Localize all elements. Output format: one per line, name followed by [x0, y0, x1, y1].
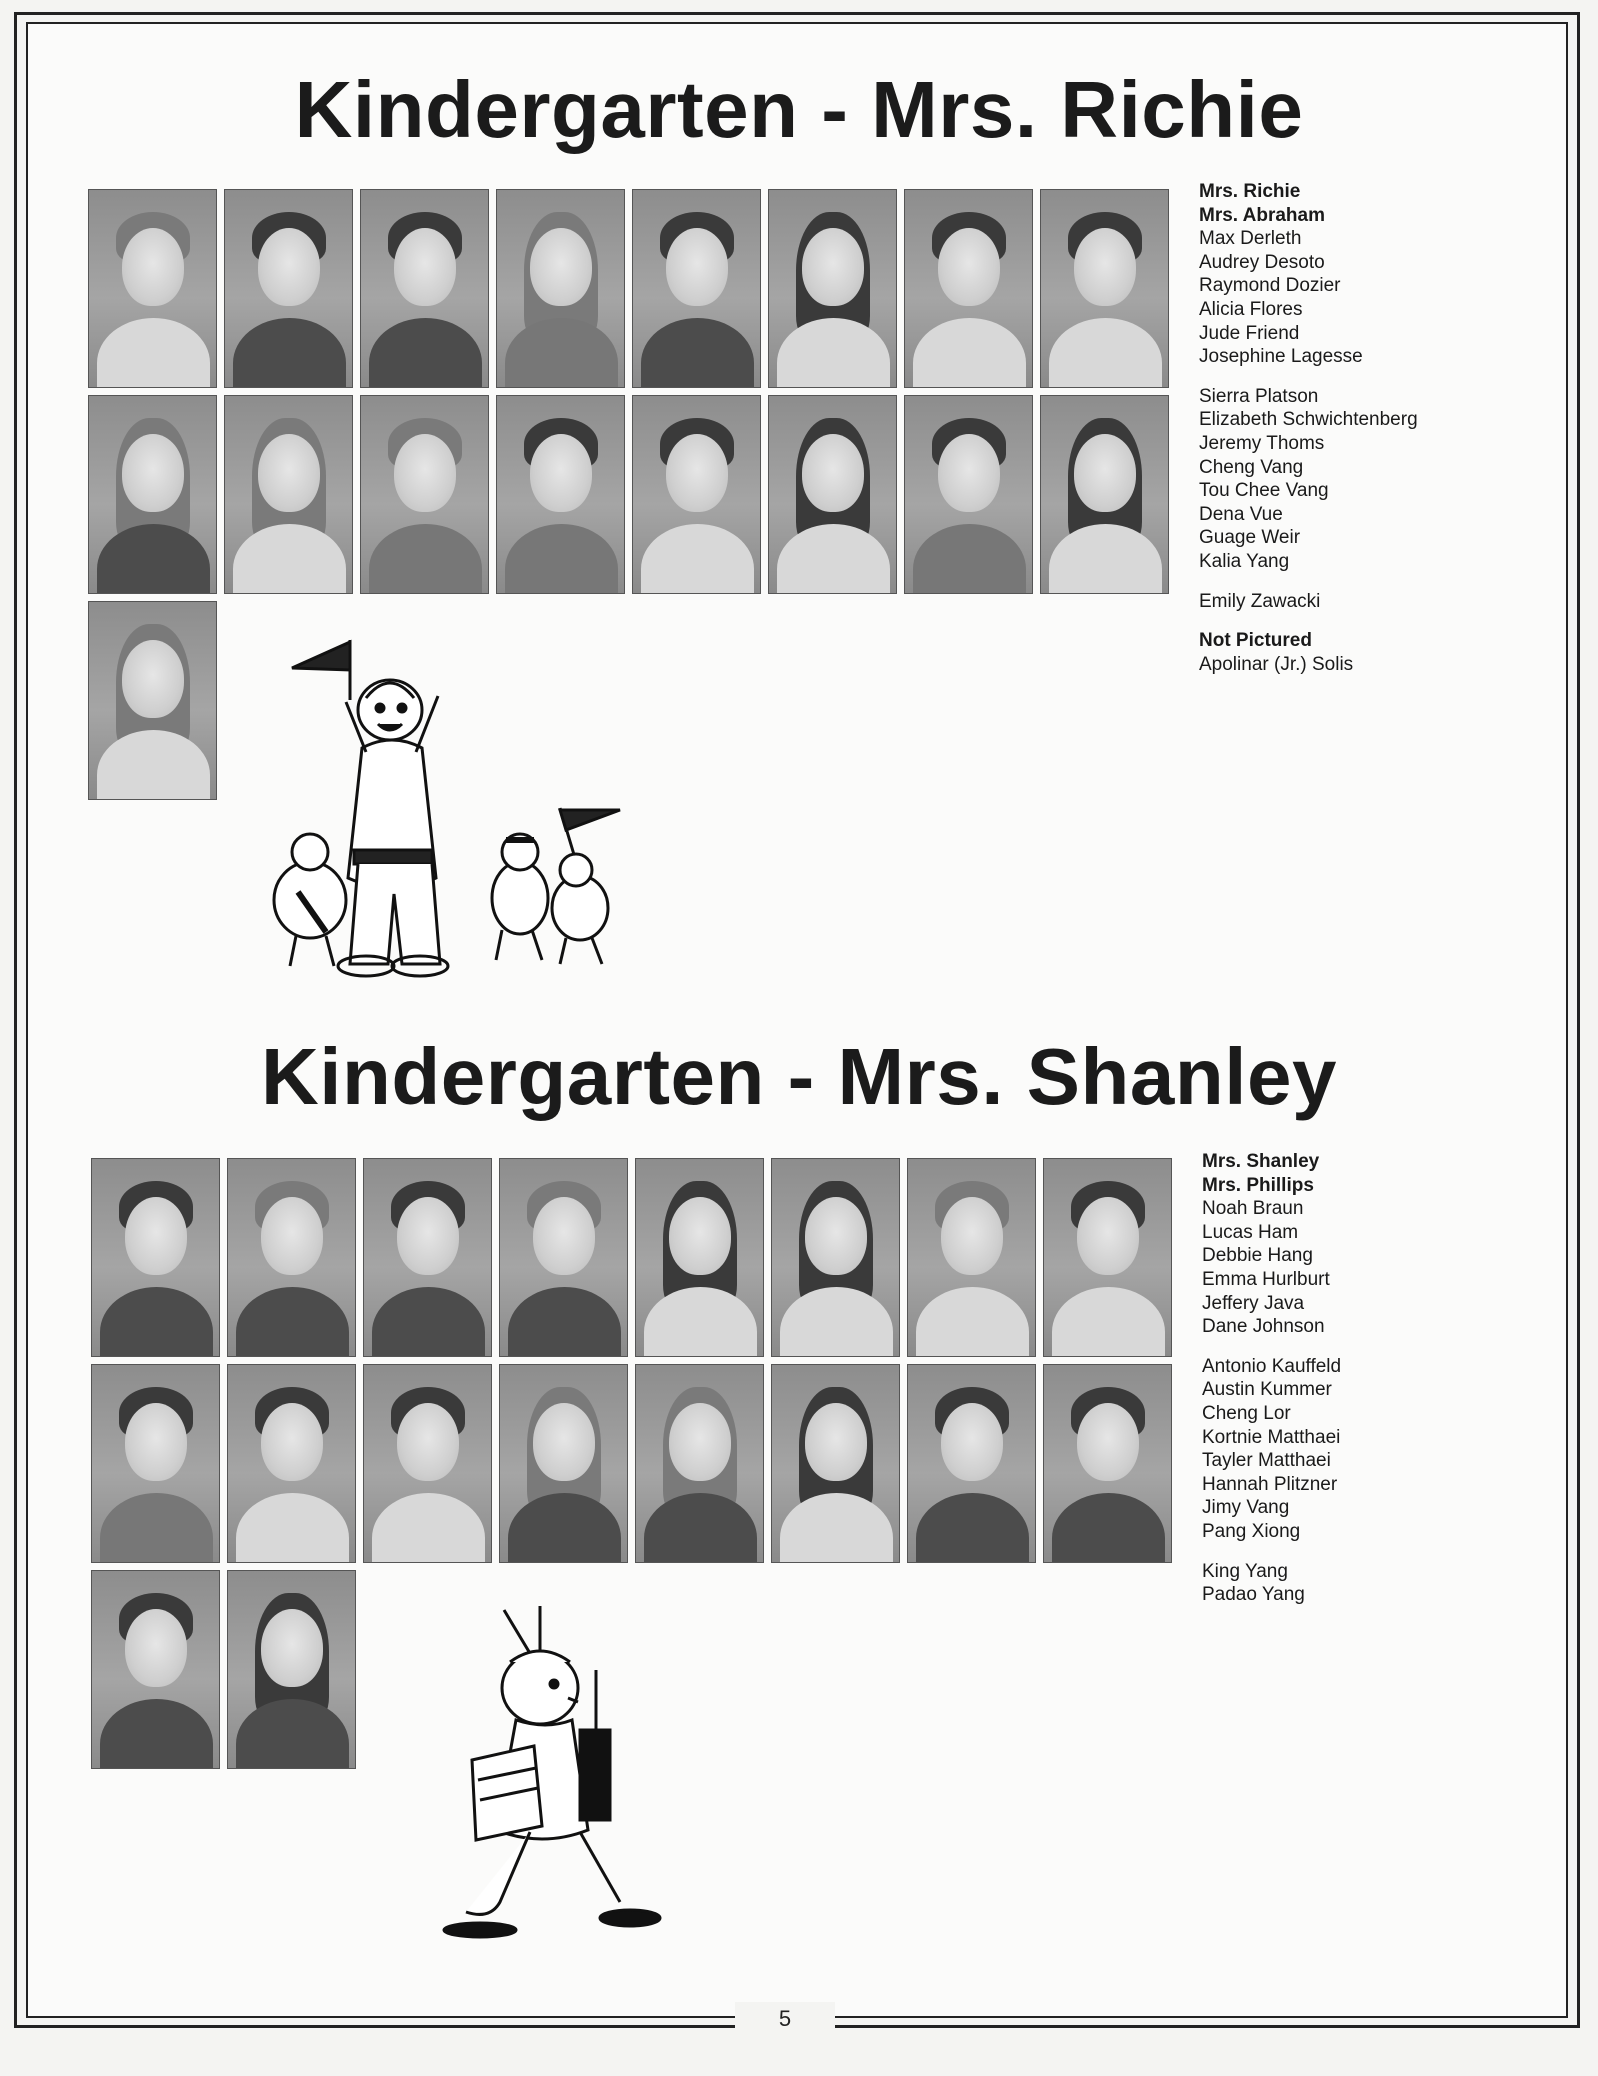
portrait — [496, 395, 625, 594]
portrait — [91, 1570, 220, 1769]
student-name: Tou Chee Vang — [1199, 480, 1329, 502]
portrait — [768, 395, 897, 594]
student-name: Tayler Matthaei — [1202, 1450, 1331, 1472]
student-name: Apolinar (Jr.) Solis — [1199, 653, 1354, 675]
student-name: Max Derleth — [1199, 228, 1302, 250]
page-number-box — [735, 2002, 835, 2036]
student-name: Cheng Lor — [1202, 1402, 1291, 1424]
teacher-name: Mrs. Shanley — [1202, 1151, 1320, 1172]
teacher-name: Mrs. Richie — [1199, 181, 1301, 202]
portrait — [88, 189, 217, 388]
portrait — [91, 1364, 220, 1563]
portrait — [499, 1364, 628, 1563]
portrait — [227, 1364, 356, 1563]
student-name: Pang Xiong — [1202, 1520, 1301, 1542]
student-name: Cheng Vang — [1199, 456, 1304, 478]
portrait — [227, 1570, 356, 1769]
student-name: Jimy Vang — [1202, 1497, 1290, 1519]
student-name: Hannah Plitzner — [1202, 1473, 1338, 1495]
portrait — [1040, 189, 1169, 388]
portrait — [907, 1364, 1036, 1563]
portrait — [363, 1158, 492, 1357]
portrait — [88, 395, 217, 594]
portrait — [635, 1158, 764, 1357]
portrait — [632, 395, 761, 594]
bear-and-turtles-cheering-icon — [270, 630, 670, 1005]
portrait — [91, 1158, 220, 1357]
student-name: Kortnie Matthaei — [1202, 1426, 1341, 1448]
student-name: Lucas Ham — [1202, 1221, 1299, 1243]
student-name: Antonio Kauffeld — [1202, 1355, 1342, 1377]
teacher-name: Mrs. Abraham — [1199, 204, 1325, 226]
portrait — [363, 1364, 492, 1563]
portrait — [360, 395, 489, 594]
student-name: Sierra Platson — [1199, 385, 1319, 407]
portrait — [771, 1158, 900, 1357]
portrait — [1040, 395, 1169, 594]
student-name: Noah Braun — [1202, 1198, 1304, 1220]
student-name: Dane Johnson — [1202, 1316, 1325, 1338]
portrait — [360, 189, 489, 388]
student-name: Jude Friend — [1199, 322, 1300, 344]
page-number: 5 — [778, 2006, 792, 2031]
student-name: Elizabeth Schwichtenberg — [1199, 409, 1418, 431]
name-list-shanley — [1202, 1150, 1341, 1607]
portrait — [499, 1158, 628, 1357]
not-pictured-label: Not Pictured — [1199, 630, 1312, 652]
portrait — [904, 189, 1033, 388]
name-list-richie — [1199, 180, 1418, 676]
student-name: Debbie Hang — [1202, 1245, 1313, 1267]
portrait — [771, 1364, 900, 1563]
student-name: Josephine Lagesse — [1199, 346, 1363, 368]
student-name: Austin Kummer — [1202, 1379, 1332, 1401]
portrait — [768, 189, 897, 388]
student-name: Jeffery Java — [1202, 1292, 1305, 1314]
portrait — [496, 189, 625, 388]
student-name: Emily Zawacki — [1199, 590, 1321, 612]
portrait — [904, 395, 1033, 594]
section-title-richie: Kindergarten - Mrs. Richie — [294, 65, 1304, 154]
teacher-name: Mrs. Phillips — [1202, 1174, 1314, 1196]
portrait — [907, 1158, 1036, 1357]
portrait — [635, 1364, 764, 1563]
student-name: Raymond Dozier — [1199, 275, 1341, 297]
portrait — [88, 601, 217, 800]
student-name: Audrey Desoto — [1199, 251, 1325, 273]
portrait — [224, 395, 353, 594]
student-name: Emma Hurlburt — [1202, 1268, 1330, 1290]
student-name: Kalia Yang — [1199, 550, 1290, 572]
portrait — [632, 189, 761, 388]
section-title-shanley: Kindergarten - Mrs. Shanley — [261, 1032, 1337, 1121]
student-name: Dena Vue — [1199, 503, 1283, 525]
portrait — [224, 189, 353, 388]
portrait — [1043, 1364, 1172, 1563]
student-name: Jeremy Thoms — [1199, 432, 1325, 454]
rabbit-with-backpack-icon — [440, 1600, 680, 1950]
student-name: Guage Weir — [1199, 527, 1301, 549]
student-name: King Yang — [1202, 1560, 1288, 1582]
portrait — [227, 1158, 356, 1357]
portrait — [1043, 1158, 1172, 1357]
student-name: Padao Yang — [1202, 1584, 1305, 1606]
student-name: Alicia Flores — [1199, 298, 1303, 320]
